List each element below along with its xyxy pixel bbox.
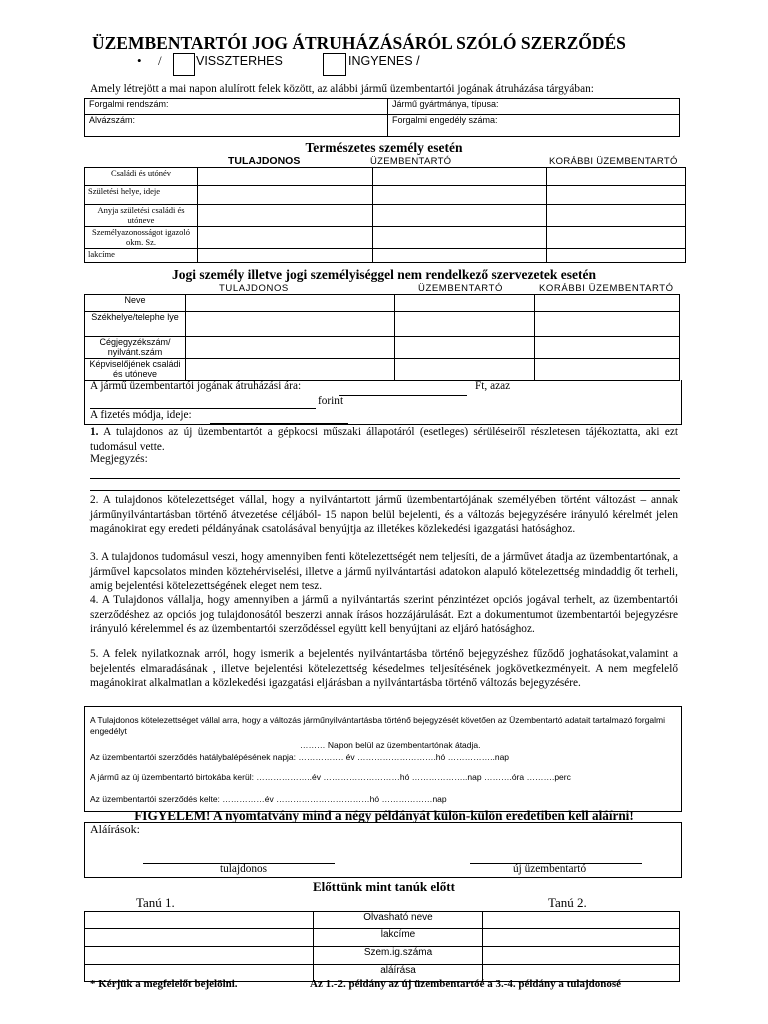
witness-row-label: aláírása [314,965,483,982]
legal-former-cell[interactable] [535,295,680,312]
legal-operator-cell[interactable] [395,312,535,337]
price-label: A jármű üzembentartói jogának átruházási ára: [90,380,302,392]
legal-row-label: Neve [85,295,186,312]
natural-operator-cell[interactable] [373,186,547,205]
witness-2-cell[interactable] [483,929,680,947]
natural-col-former: KORÁBBI ÜZEMBENTARTÓ [549,156,678,167]
handover-line-5[interactable]: Az üzembentartói szerződés kelte: ……………év ……………………………hó ………………nap [90,794,447,804]
natural-row-label: Születési helye, ideje [85,186,198,205]
price-ft-label: Ft, azaz [475,380,511,392]
natural-row-label: Családi és utónév [85,168,198,186]
price-amount-field[interactable] [339,382,467,396]
natural-former-cell[interactable] [547,227,686,249]
natural-row-label: Személyazonosságot igazoló okm. Sz. [85,227,198,249]
footer-copies: Az 1.-2. példány az új üzembentartóé a 3.-4. példány a tulajdonosé [310,978,622,990]
natural-section-title: Természetes személy esetén [305,140,463,155]
clause-3: 3. A tulajdonos tudomásul veszi, hogy amennyiben fenti kötelezettségét nem teljesíti, de a járművet átadja az üzembentartónak, a járművel kapcsolatos minden köztehérviselési, illetve a jármű nyilvántartási adatokon alapuló kötelezettség mindaddig őt terheli, amig bejelentési kötelezettségének eleget nem tesz. [90,551,678,593]
price-words-field[interactable] [90,396,316,409]
natural-owner-cell[interactable] [198,227,373,249]
legal-former-cell[interactable] [535,337,680,359]
natural-operator-cell[interactable] [373,205,547,227]
payment-label: A fizetés módja, ideje: [90,409,192,421]
legal-section-title: Jogi személy illetve jogi személyiséggel nem rendelkező szervezetek esetén [171,267,597,282]
chassis-field[interactable]: Alvázszám: [85,115,388,137]
natural-former-cell[interactable] [547,186,686,205]
handover-line-1: A Tulajdonos kötelezettséget vállal arra, hogy a változás járműnyilvántartásba történő bejegyzését követően az Üzembentartó adatait tartalmazó forgalmi engedélyt [90,715,666,736]
checkbox-visszterhes[interactable] [173,53,195,76]
witness-1-label: Tanú 1. [136,895,175,910]
handover-line-2[interactable]: ……… Napon belül az üzembentartónak átadja. [300,740,481,750]
witness-2-cell[interactable] [483,947,680,965]
witness-row-label: Szem.ig.száma [314,947,483,965]
natural-operator-cell[interactable] [373,227,547,249]
warning-text: FIGYELEM! A nyomtatvány mind a négy példányát külön-külön eredetiben kell aláírni! [134,808,634,823]
remark-label: Megjegyzés: [90,453,148,465]
witness-table [84,911,680,982]
natural-owner-cell[interactable] [198,186,373,205]
legal-owner-cell[interactable] [186,312,395,337]
natural-operator-cell[interactable] [373,168,547,186]
witness-1-cell[interactable] [85,912,314,929]
natural-row-label: lakcíme [85,249,198,263]
option-visszterhes-label: VISSZTERHES [196,54,283,68]
legal-col-former: KORÁBBI ÜZEMBENTARTÓ [539,283,674,294]
signature-box [84,822,682,878]
natural-owner-cell[interactable] [198,205,373,227]
clause-4: 4. A Tulajdonos vállalja, hogy amennyiben a jármű a nyilvántartás szerint pénzintézet opciós jogával terhelt, az üzembentartói szerződéshez az opciós jog tulajdonosától beszerzi annak írásos hozzájárulását. Ezt a dokumentumot üzembentartói bejegyzésre irányuló kérelemmel és az üzembentartói szerződéssel együtt kell benyújtani az eljáró hatósághoz. [90,594,678,636]
checkbox-ingyenes[interactable] [323,53,346,76]
witness-1-cell[interactable] [85,929,314,947]
natural-operator-cell[interactable] [373,249,547,263]
price-forint-label: forint [318,395,344,407]
slash: / [158,53,162,68]
witness-row-label: lakcíme [314,929,483,947]
natural-col-owner: TULAJDONOS [228,155,301,167]
remark-line-1[interactable] [90,468,680,479]
natural-owner-cell[interactable] [198,249,373,263]
natural-former-cell[interactable] [547,205,686,227]
legal-table [84,294,680,381]
legal-row-label: Cégjegyzékszám/ nyilvánt.szám [85,337,186,359]
owner-signature-label: tulajdonos [220,863,268,875]
natural-owner-cell[interactable] [198,168,373,186]
legal-operator-cell[interactable] [395,295,535,312]
natural-table [84,167,686,263]
handover-line-4[interactable]: A jármű az új üzembentartó birtokába kerül: ………………..év ………………………hó ………………..nap ……….óra ……….perc [90,772,571,782]
natural-former-cell[interactable] [547,249,686,263]
clause-1-number: 1. [90,426,99,438]
plate-field[interactable]: Forgalmi rendszám: [85,99,388,115]
payment-field[interactable] [210,411,348,424]
clause-1-text: A tulajdonos az új üzembentartót a gépkocsi műszaki állapotáról (esetleges) sérüléseiről részletesen tájékoztatta, aki ezt tudomásul vette. [90,426,679,453]
clause-1 [90,425,678,454]
legal-col-operator: ÜZEMBENTARTÓ [418,283,503,294]
witness-row-label: Olvasható neve [314,912,483,929]
page-title: ÜZEMBENTARTÓI JOG ÁTRUHÁZÁSÁRÓL SZÓLÓ SZERZŐDÉS [92,33,626,53]
operator-signature-label: új üzembentartó [513,863,587,875]
legal-owner-cell[interactable] [186,359,395,381]
permit-field[interactable]: Forgalmi engedély száma: [388,115,680,137]
legal-former-cell[interactable] [535,312,680,337]
natural-former-cell[interactable] [547,168,686,186]
legal-operator-cell[interactable] [395,337,535,359]
signatures-label: Aláírások: [90,822,140,836]
clause-5: 5. A felek nyilatkoznak arról, hogy ismerik a bejelentés nyilvántartásba történő bejegyzéshez fűződő joghatásokat,valamint a bejelentés elmaradásának , illetve bejelentési kötelezettség késedelmes teljesítésének jogkövetkezményeit. A nem megfelelő magánokirat alkalmatlan a közlekedési igazgatási eljárásban a nyilvántartásba történő változás bejegyzésére. [90,648,678,690]
natural-row-label: Anyja születési családi és utóneve [85,205,198,227]
witness-1-cell[interactable] [85,947,314,965]
legal-former-cell[interactable] [535,359,680,381]
handover-line-3[interactable]: Az üzembentartói szerződés hatálybalépésének napja: ……………. év ……………………….hó ……………..nap [90,752,510,762]
footer-note: * Kérjük a megfelelőt bejelölni. [90,978,238,990]
legal-owner-cell[interactable] [186,295,395,312]
intro-text: Amely létrejött a mai napon alulírott felek között, az alábbi jármű üzembentartói jogának átruházása tárgyában: [90,83,594,95]
make-field[interactable]: Jármű gyártmánya, típusa: [388,99,680,115]
vehicle-table [84,98,680,137]
natural-col-operator: ÜZEMBENTARTÓ [370,156,452,167]
clause-2: 2. A tulajdonos kötelezettséget vállal, hogy a nyilvántartott jármű üzembentartójának személyében történt változást – annak járműnyilvántartásban történő átvezetése céljából- 15 napon belül bejelenti, és a változás bejegyzésére irányuló kérelmét jelen magánokirat egy eredeti példányának csatolásával benyújtja az illetékes közlekedési igazgatási hatósághoz. [90,494,678,536]
remark-line-2[interactable] [90,480,680,491]
legal-owner-cell[interactable] [186,337,395,359]
legal-row-label: Székhelye/telephe lye [85,312,186,337]
witness-title: Előttünk mint tanúk előtt [313,879,455,894]
legal-row-label: Képviselőjének családi és utóneve [85,359,186,381]
legal-col-owner: TULAJDONOS [219,283,289,294]
legal-operator-cell[interactable] [395,359,535,381]
witness-2-cell[interactable] [483,912,680,929]
option-ingyenes-label: INGYENES / [348,54,420,68]
witness-2-label: Tanú 2. [548,895,587,910]
bullet: • [137,53,142,68]
